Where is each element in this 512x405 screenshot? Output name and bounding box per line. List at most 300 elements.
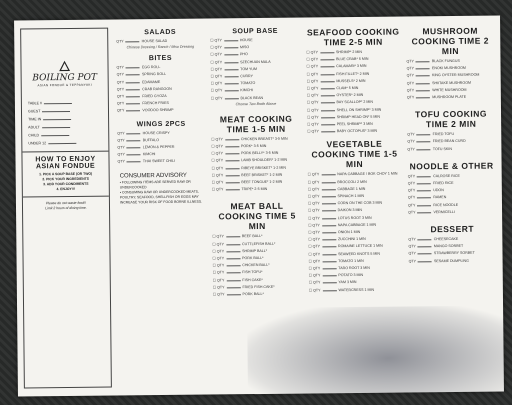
qty-label: ☐ QTY xyxy=(308,280,321,285)
qty-blank[interactable] xyxy=(226,258,240,259)
qty-blank[interactable] xyxy=(224,98,238,99)
qty-blank[interactable] xyxy=(225,139,239,140)
seafood-item[interactable] xyxy=(307,128,401,136)
item-label: SPRING ROLL xyxy=(141,72,167,77)
qty-blank[interactable] xyxy=(224,91,238,92)
mushroom-dessert-column xyxy=(406,24,497,266)
item-label: CALROSE RICE xyxy=(433,173,460,179)
qty-blank[interactable] xyxy=(417,142,431,143)
item-label: PEEL SHRIMP* 3 MIN xyxy=(336,121,373,127)
qty-label: ☐ QTY xyxy=(307,172,320,177)
qty-label: QTY xyxy=(116,94,125,99)
item-label: YAM 3 MIN xyxy=(338,280,357,285)
item-label: ENOKI MUSHROOM xyxy=(431,66,466,71)
qty-blank[interactable] xyxy=(126,89,140,90)
item-label: UDON xyxy=(433,188,444,193)
qty-label: ☐ QTY xyxy=(308,208,320,213)
qty-label: QTY xyxy=(407,139,415,144)
item-label: NAPA CABBAGE / BOK CHOY 1 MIN xyxy=(337,171,398,177)
qty-blank[interactable] xyxy=(226,273,240,274)
qty-blank[interactable] xyxy=(225,175,239,176)
qty-label: ☐ QTY xyxy=(306,50,319,55)
qty-blank[interactable] xyxy=(127,140,141,141)
qty-blank[interactable] xyxy=(417,212,431,213)
item-label: PORK BELLY* 3-5 MIN xyxy=(241,151,279,156)
seafood-title: SEAFOOD COOKING TIME 2-5 MIN xyxy=(306,26,400,48)
how-to-step: 1. PICK A SOUP BASE (OR TWO) xyxy=(39,171,93,177)
qty-blank[interactable] xyxy=(226,244,240,245)
item-label: PORK BALL* xyxy=(242,292,264,297)
item-label: SHRIMP BALL* xyxy=(242,248,268,254)
item-label: ZUCCHINI 1 MIN xyxy=(337,237,366,242)
qty-blank[interactable] xyxy=(322,211,336,212)
item-label: BABY OCTOPUS* 3 MIN xyxy=(336,128,378,134)
qty-label: ☐ QTY xyxy=(210,38,222,43)
item-label: SZECHUAN MALA xyxy=(240,59,271,64)
vegetable-item[interactable] xyxy=(309,286,403,294)
qty-blank[interactable] xyxy=(417,205,431,206)
item-label: BAY SCALLOP* 2 MIN xyxy=(336,100,373,105)
qty-blank[interactable] xyxy=(224,55,238,56)
qty-blank[interactable] xyxy=(320,88,334,89)
item-label: RICE NOODLE xyxy=(433,202,459,207)
how-to-title: HOW TO ENJOY ASIAN FONDUE xyxy=(35,155,96,171)
item-label: FISH TOFU* xyxy=(242,270,263,275)
qty-label: ☐ QTY xyxy=(210,45,222,50)
qty-blank[interactable] xyxy=(322,275,336,276)
dessert-item[interactable] xyxy=(409,257,497,265)
qty-label: QTY xyxy=(117,159,125,164)
item-label: KIMCHI xyxy=(240,88,253,93)
qty-blank[interactable] xyxy=(127,147,141,148)
camera-shadow xyxy=(247,305,504,394)
qty-label: QTY xyxy=(407,174,416,179)
qty-label: ☐ QTY xyxy=(211,144,224,149)
qty-label: ☐ QTY xyxy=(211,187,224,192)
qty-label: ☐ QTY xyxy=(210,52,223,57)
brand-name: BOILING POT xyxy=(32,72,97,84)
qty-blank[interactable] xyxy=(126,75,140,76)
item-label: WHITE MUSHROOM xyxy=(432,87,467,92)
qty-blank[interactable] xyxy=(225,168,239,169)
soup-base-title: SOUP BASE xyxy=(232,27,279,36)
item-label: NAPA CABBAGE 1 MIN xyxy=(337,222,377,228)
qty-blank[interactable] xyxy=(226,265,240,266)
qty-blank[interactable] xyxy=(322,268,336,269)
item-label: FRIED TOFU xyxy=(432,132,455,137)
qty-label: ☐ QTY xyxy=(212,270,225,275)
item-label: WATERCRESS 1 MIN xyxy=(338,287,375,292)
item-label: CURRY xyxy=(240,74,253,79)
qty-blank[interactable] xyxy=(322,225,336,226)
qty-label: ☐ QTY xyxy=(212,234,224,239)
qty-label: ☐ QTY xyxy=(211,180,224,185)
how-to-step: 4. ENJOY!!! xyxy=(56,186,76,192)
qty-label: QTY xyxy=(406,80,415,86)
qty-label: QTY xyxy=(117,145,125,150)
item-label: BEEF BRISKET* 1-2 MIN xyxy=(241,172,283,178)
dining-notes xyxy=(23,201,109,212)
qty-blank[interactable] xyxy=(322,218,336,219)
dining-note: Limit 2 hours of dining time. xyxy=(45,205,87,211)
qty-blank[interactable] xyxy=(418,246,432,247)
brand-column xyxy=(20,28,112,389)
vegetable-item[interactable] xyxy=(308,171,402,179)
brand-tagline: ASIAN FONDUE & TEPPANYAKI xyxy=(37,82,92,88)
tofu-item[interactable] xyxy=(407,145,495,153)
qty-blank[interactable] xyxy=(126,103,140,104)
item-label: TOFU SKIN xyxy=(432,146,452,151)
item-label: HOUSE CRISPY xyxy=(142,130,170,135)
qty-blank[interactable] xyxy=(126,41,140,42)
qty-label: ☐ QTY xyxy=(210,74,223,79)
order-field[interactable]: UNDER 12 xyxy=(22,139,108,148)
item-label: SHIITAKE MUSHROOM xyxy=(432,80,472,85)
item-label: BLACK BEAN xyxy=(240,95,264,100)
qty-label: QTY xyxy=(116,72,125,77)
dining-note: Please do not waste food!! xyxy=(45,200,86,206)
qty-label: ☐ QTY xyxy=(212,242,225,247)
qty-label: QTY xyxy=(407,195,416,200)
qty-blank[interactable] xyxy=(127,154,141,155)
qty-blank[interactable] xyxy=(321,175,335,176)
item-label: FISH FILLET* 2 MIN xyxy=(336,71,370,76)
item-label: HOUSE SALAD xyxy=(141,38,168,44)
consumer-advisory-title: CONSUMER ADVISORY xyxy=(119,172,187,180)
qty-label: QTY xyxy=(407,188,416,193)
qty-blank[interactable] xyxy=(418,239,432,240)
qty-label: ☐ QTY xyxy=(306,86,319,91)
item-label: TOM YUM xyxy=(240,66,258,72)
item-label: SHELL ON SHRIMP* 3 MIN xyxy=(336,107,382,112)
qty-label: ☐ QTY xyxy=(212,285,225,290)
qty-label: ☐ QTY xyxy=(306,79,319,84)
qty-label: ☐ QTY xyxy=(211,166,224,171)
item-label: SHRIMP HEAD ON* 5 MIN xyxy=(336,114,380,120)
qty-blank[interactable] xyxy=(417,176,431,177)
qty-label: QTY xyxy=(406,59,414,64)
order-field[interactable]: ADULT xyxy=(22,123,108,132)
qty-blank[interactable] xyxy=(416,83,430,84)
item-label: BEEF TONGUE* 1-2 MIN xyxy=(241,179,283,185)
item-label: RAMEN xyxy=(433,195,447,200)
item-label: ROMAINE LETTUCE 1 MIN xyxy=(338,244,383,249)
item-label: MUSSELS* 2 MIN xyxy=(336,78,366,83)
qty-label: QTY xyxy=(116,101,125,106)
qty-blank[interactable] xyxy=(224,76,238,77)
item-label: TARO ROOT 3 MIN xyxy=(338,265,370,271)
qty-blank[interactable] xyxy=(321,124,335,125)
item-label: CALAMARI* 3 MIN xyxy=(336,64,367,69)
tofu-title: TOFU COOKING TIME 2 MIN xyxy=(415,108,488,130)
qty-label: QTY xyxy=(408,244,416,249)
qty-blank[interactable] xyxy=(225,153,239,154)
qty-blank[interactable] xyxy=(224,83,238,84)
item-label: BEEF BALL* xyxy=(241,234,263,239)
item-label: KING OYSTER MUSHROOM xyxy=(432,73,480,78)
seafood-vegetable-column xyxy=(306,25,403,295)
qty-label: QTY xyxy=(116,65,124,70)
qty-label: QTY xyxy=(406,73,415,78)
item-label: FRIED BEAN CURD xyxy=(432,139,466,144)
qty-label: ☐ QTY xyxy=(211,137,223,142)
qty-label: ☐ QTY xyxy=(210,88,223,93)
qty-blank[interactable] xyxy=(321,103,335,104)
item-label: LOTUS ROOT 3 MIN xyxy=(337,215,372,220)
bites-item[interactable] xyxy=(117,107,205,115)
qty-blank[interactable] xyxy=(321,182,335,183)
item-label: SPINACH 1 MIN xyxy=(337,193,365,199)
item-label: FRIED GYOZA xyxy=(142,93,167,99)
qty-label: ☐ QTY xyxy=(210,81,223,86)
item-label: TOMATO 1 MIN xyxy=(338,258,364,264)
item-label: CRAB RANGOON xyxy=(142,86,172,92)
qty-label: QTY xyxy=(117,138,125,143)
qty-blank[interactable] xyxy=(416,76,430,77)
item-label: PORK BALL* xyxy=(242,256,264,261)
item-label: LAMB SHOULDER* 1-2 MIN xyxy=(241,158,288,163)
qty-blank[interactable] xyxy=(224,69,238,70)
item-label: EDAMAME xyxy=(142,79,161,84)
qty-label: ☐ QTY xyxy=(306,100,319,105)
qty-blank[interactable] xyxy=(417,198,431,199)
qty-blank[interactable] xyxy=(320,81,334,82)
qty-blank[interactable] xyxy=(321,117,335,118)
item-label: SHRIMP* 2 MIN xyxy=(335,49,362,55)
qty-blank[interactable] xyxy=(320,67,334,68)
item-label: SESAME DUMPLING xyxy=(433,258,469,263)
qty-label: ☐ QTY xyxy=(308,223,320,228)
qty-blank[interactable] xyxy=(322,290,336,291)
qty-blank[interactable] xyxy=(320,59,334,60)
qty-blank[interactable] xyxy=(322,196,336,197)
qty-label: ☐ QTY xyxy=(211,173,224,178)
qty-label: ☐ QTY xyxy=(306,57,319,62)
qty-label: ☐ QTY xyxy=(306,107,319,113)
qty-label: ☐ QTY xyxy=(308,252,321,257)
qty-blank[interactable] xyxy=(322,239,336,240)
item-label: FRIED FISH CAKE* xyxy=(242,284,275,290)
qty-blank[interactable] xyxy=(321,110,335,111)
item-label: RIBEYE BRISKET* 1-2 MIN xyxy=(241,165,286,170)
item-label: CHEESECAKE xyxy=(433,236,459,242)
qty-label: ☐ QTY xyxy=(307,115,319,120)
qty-blank[interactable] xyxy=(225,161,239,162)
qty-blank[interactable] xyxy=(224,40,238,41)
qty-blank[interactable] xyxy=(226,251,240,252)
qty-label: ☐ QTY xyxy=(306,71,319,77)
salad-dressing-note: Chinese Dressing / Ranch / Miso Dressing xyxy=(126,44,195,50)
noodle-item[interactable] xyxy=(408,208,496,216)
qty-label: ☐ QTY xyxy=(308,288,321,293)
item-label: FRENCH FRIES xyxy=(142,101,169,106)
qty-blank[interactable] xyxy=(417,134,431,135)
how-to-steps xyxy=(23,172,109,193)
qty-label: QTY xyxy=(408,259,416,264)
qty-blank[interactable] xyxy=(321,131,335,132)
qty-label: ☐ QTY xyxy=(307,201,320,206)
qty-blank[interactable] xyxy=(418,254,432,255)
qty-blank[interactable] xyxy=(226,287,240,288)
qty-blank[interactable] xyxy=(322,203,336,204)
advisory-line: • FOLLOWING ITEMS ARE SERVED RAW OR UNDERCOOKED xyxy=(119,179,191,190)
how-to-step: 3. ADD YOUR CONDIMENTS xyxy=(43,181,89,187)
qty-label: QTY xyxy=(116,80,125,85)
qty-blank[interactable] xyxy=(225,189,239,190)
item-label: POTATO 3 MIN xyxy=(338,273,364,278)
qty-blank[interactable] xyxy=(224,47,238,48)
qty-label: ☐ QTY xyxy=(210,67,223,72)
qty-blank[interactable] xyxy=(224,62,238,63)
qty-label: ☐ QTY xyxy=(308,230,320,235)
qty-blank[interactable] xyxy=(322,247,336,248)
meat-title: MEAT COOKING TIME 1-5 MIN xyxy=(219,113,293,135)
qty-blank[interactable] xyxy=(417,190,431,191)
qty-label: ☐ QTY xyxy=(212,249,225,254)
logo xyxy=(21,59,107,88)
qty-label: ☐ QTY xyxy=(212,292,225,297)
qty-blank[interactable] xyxy=(227,294,241,295)
qty-blank[interactable] xyxy=(226,280,240,281)
meatball-item[interactable] xyxy=(213,291,303,299)
qty-label: ☐ QTY xyxy=(308,237,320,242)
soup-meat-column xyxy=(210,26,303,299)
qty-blank[interactable] xyxy=(127,162,141,163)
item-label: MANGO SORBET xyxy=(433,244,464,249)
item-label: CUTTLEFISH BALL* xyxy=(241,241,276,246)
item-label: FISH CAKE* xyxy=(242,277,263,282)
qty-blank[interactable] xyxy=(126,82,140,83)
qty-blank[interactable] xyxy=(417,183,431,184)
item-label: STRAWBERRY SORBET xyxy=(433,251,475,256)
meatball-title: MEAT BALL COOKING TIME 5 MIN xyxy=(218,201,296,232)
qty-label: ☐ QTY xyxy=(307,129,319,134)
qty-label: ☐ QTY xyxy=(308,259,321,264)
qty-blank[interactable] xyxy=(320,74,334,75)
qty-label: QTY xyxy=(117,131,125,136)
qty-blank[interactable] xyxy=(320,95,334,96)
wings-title: WINGS 2PCS xyxy=(136,120,186,128)
mushroom-item[interactable] xyxy=(407,94,495,102)
vegetable-title: VEGETABLE COOKING TIME 1-5 MIN xyxy=(311,139,398,170)
item-label: BLUE CRAB* 5 MIN xyxy=(336,57,369,62)
item-label: PHO xyxy=(240,52,248,57)
how-to-step: 2. PICK YOUR INGREDIENTS xyxy=(42,176,90,182)
qty-label: ☐ QTY xyxy=(306,64,319,69)
qty-blank[interactable] xyxy=(416,90,430,91)
qty-label: QTY xyxy=(407,132,415,137)
qty-blank[interactable] xyxy=(418,261,432,262)
item-label: CABBAGE 1 MIN xyxy=(337,186,366,192)
flame-icon: 🜂 xyxy=(58,57,71,75)
item-label: FRIED RICE xyxy=(433,180,454,186)
qty-label: ☐ QTY xyxy=(308,266,321,271)
qty-label: ☐ QTY xyxy=(210,59,223,65)
qty-blank[interactable] xyxy=(322,283,336,284)
item-label: OYSTER* 2 MIN xyxy=(336,93,364,98)
item-label: PORK* 3-5 MIN xyxy=(240,143,267,149)
mushroom-title: MUSHROOM COOKING TIME 2 MIN xyxy=(411,25,490,57)
qty-label: QTY xyxy=(116,39,124,44)
qty-label: QTY xyxy=(117,152,125,157)
qty-blank[interactable] xyxy=(322,232,336,233)
wings-item[interactable] xyxy=(117,158,205,166)
qty-blank[interactable] xyxy=(322,254,336,255)
qty-label: ☐ QTY xyxy=(308,244,321,249)
soup-base-note: Choose Two Broth Above xyxy=(235,101,277,107)
qty-label: QTY xyxy=(408,237,416,242)
qty-blank[interactable] xyxy=(416,97,430,98)
item-label: CHICKEN BALL* xyxy=(242,263,270,268)
qty-label: QTY xyxy=(116,87,125,92)
qty-label: ☐ QTY xyxy=(212,278,225,283)
noodle-title: NOODLE & OTHER xyxy=(409,160,494,172)
qty-blank[interactable] xyxy=(416,61,430,62)
qty-blank[interactable] xyxy=(126,96,140,97)
order-fields xyxy=(22,99,108,148)
item-label: BLACK FUNGUS xyxy=(431,58,460,64)
qty-blank[interactable] xyxy=(127,133,141,134)
item-label: MISO xyxy=(239,45,250,50)
item-label: HOUSE xyxy=(239,38,253,43)
item-label: SEAWEED KNOTS 5 MIN xyxy=(338,251,380,256)
qty-blank[interactable] xyxy=(225,146,239,147)
item-label: BUFFALO xyxy=(142,137,160,143)
qty-label: QTY xyxy=(406,88,415,93)
order-field[interactable]: GUEST xyxy=(22,107,108,116)
menu-sheet xyxy=(14,15,504,396)
qty-label: ☐ QTY xyxy=(308,216,320,221)
qty-label: ☐ QTY xyxy=(306,93,319,98)
order-field[interactable]: CHILD xyxy=(22,131,108,140)
item-label: CORN ON THE COB 3 MIN xyxy=(337,200,383,206)
qty-blank[interactable] xyxy=(321,189,335,190)
qty-blank[interactable] xyxy=(126,67,140,68)
qty-label: ☐ QTY xyxy=(308,273,321,278)
qty-label: ☐ QTY xyxy=(212,263,225,268)
qty-label: QTY xyxy=(116,108,125,113)
qty-label: QTY xyxy=(407,203,416,208)
qty-label: ☐ QTY xyxy=(307,194,320,199)
qty-blank[interactable] xyxy=(416,68,430,69)
meat-item[interactable] xyxy=(212,186,302,194)
qty-label: ☐ QTY xyxy=(211,151,224,156)
qty-label: QTY xyxy=(406,95,415,100)
qty-blank[interactable] xyxy=(320,52,334,53)
order-field[interactable]: TABLE # xyxy=(22,99,108,108)
item-label: LEMON & PEPPER xyxy=(142,144,175,150)
qty-label: ☐ QTY xyxy=(307,187,320,192)
qty-blank[interactable] xyxy=(126,111,140,112)
item-label: ONION 1 MIN xyxy=(337,230,361,235)
item-label: THAI SWEET CHILI xyxy=(142,159,176,164)
qty-blank[interactable] xyxy=(225,182,239,183)
qty-blank[interactable] xyxy=(417,149,431,150)
order-field[interactable]: TIME IN xyxy=(22,115,108,124)
qty-label: ☐ QTY xyxy=(307,180,320,185)
item-label: DAIKON 3 MIN xyxy=(337,208,363,213)
item-label: VERMICELLI xyxy=(433,209,455,215)
item-label: MUSHROOM PLATE xyxy=(432,94,467,100)
qty-blank[interactable] xyxy=(226,237,240,238)
qty-label: QTY xyxy=(407,181,416,186)
item-label: VOODOO SHRIMP xyxy=(142,108,174,113)
advisory-line: • CONSUMING RAW OR UNDERCOOKED MEATS, POULTRY, SEAFOOD, SHELLFISH OR EGGS MAY INCREASE YOUR RISK OF FOOD BORNE ILLNESS. xyxy=(119,189,203,205)
salads-title: SALADS xyxy=(144,28,177,37)
dessert-title: DESSERT xyxy=(430,223,475,235)
qty-blank[interactable] xyxy=(322,261,336,262)
qty-label: ☐ QTY xyxy=(211,158,224,163)
